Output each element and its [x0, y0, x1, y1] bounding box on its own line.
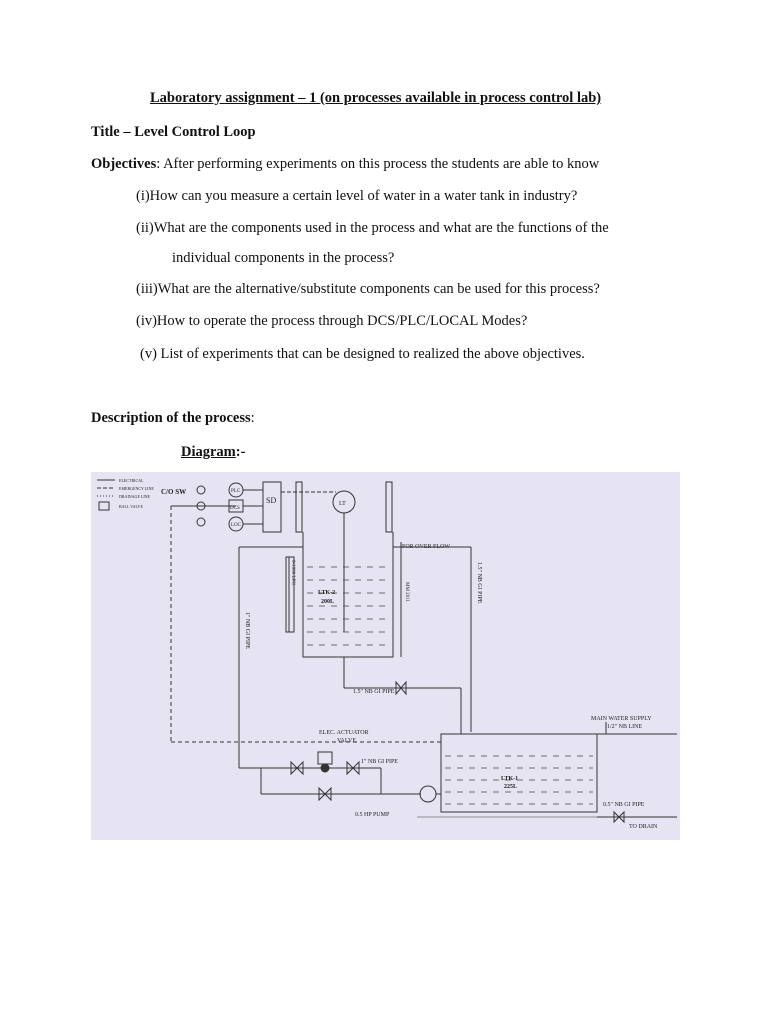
- right-pipe-label: 1.5" NB GI PIPE: [476, 562, 482, 604]
- pump-label: 0.5 HP PUMP: [355, 812, 390, 818]
- tank1-capacity: 225L: [504, 784, 518, 790]
- drain-pipe-label: 0.5" NB GI PIPE: [603, 802, 645, 808]
- co-sw-label: C/O SW: [161, 488, 187, 496]
- tank-ltk-2: [303, 532, 393, 657]
- left-pipe-label: 1" NB GI PIPE: [244, 612, 250, 649]
- objective-item-3: (iii)What are the alternative/substitute components can be used for this process?: [136, 281, 600, 297]
- tank2-capacity: 200L: [321, 599, 335, 605]
- bottom-pipe-label: 1" NB GI PIPE: [361, 759, 398, 765]
- legend-emergency: EMERGENCY LINE: [119, 486, 154, 491]
- objective-item-4: (iv)How to operate the process through DCS/PLC/LOCAL Modes?: [136, 313, 528, 329]
- sd-box: [263, 482, 281, 532]
- switch-contact-1: [197, 486, 205, 494]
- objective-item-1: (i)How can you measure a certain level of water in a water tank in industry?: [136, 188, 578, 204]
- tank1-water: [445, 756, 593, 804]
- switch-contact-3: [197, 518, 205, 526]
- tank2-name: LTK-2: [318, 590, 336, 596]
- actuator-box: [318, 752, 332, 764]
- actuator-valve: [321, 764, 329, 772]
- overflow-label: FOR OVER FLOW: [402, 544, 451, 550]
- tank1-name: LTK-1: [501, 776, 519, 782]
- tank-ltk-1: [441, 734, 597, 812]
- main-water-label-2: 1/2" NB LINE: [607, 724, 643, 730]
- tank2-water: [307, 567, 389, 645]
- drain-label: TO DRAIN: [629, 824, 658, 830]
- description-colon: :: [250, 410, 255, 426]
- actuator-label-1: ELEC. ACTUATOR: [319, 730, 369, 736]
- assignment-heading: Laboratory assignment – 1 (on processes available in process control lab): [150, 90, 602, 106]
- diagram-suffix: :-: [235, 444, 246, 460]
- legend-drainage: DRAINAGE LINE: [119, 494, 150, 499]
- legend-ball-valve: BALL VALVE: [119, 504, 143, 509]
- legend-ball-valve-symbol: [99, 502, 109, 510]
- diagram-label: Diagram: [181, 444, 236, 460]
- objectives-intro-text: : After performing experiments on this process the students are able to know: [156, 156, 600, 172]
- rotameter-1: [296, 482, 302, 532]
- process-diagram-svg: [91, 472, 680, 840]
- rotameter-2: [386, 482, 392, 532]
- objectives-intro: [91, 156, 599, 173]
- objectives-label: Objectives: [91, 156, 157, 172]
- objective-item-2: (ii)What are the components used in the process and what are the functions of the: [136, 220, 609, 236]
- main-water-label-1: MAIN WATER SUPPLY: [591, 716, 652, 722]
- description-label: Description of the process: [91, 410, 251, 426]
- objective-item-5: (v) List of experiments that can be designed to realized the above objectives.: [140, 346, 585, 362]
- actuator-label-2: VALVE: [337, 738, 357, 744]
- plc-label: PLC: [231, 489, 241, 494]
- gauge-label: MM 2011: [404, 582, 409, 602]
- pump: [420, 786, 436, 802]
- objective-item-2-continued: individual components in the process?: [172, 250, 395, 266]
- loc-label: LOC: [231, 523, 241, 528]
- mid-pipe-label: 1.5" NB GI PIPE: [353, 689, 395, 695]
- legend-electrical: ELECTRICAL: [119, 478, 144, 483]
- sd-label: SD: [266, 496, 277, 505]
- diagram-heading: [181, 444, 245, 461]
- description-heading: [91, 410, 255, 427]
- process-diagram: [91, 472, 680, 840]
- rotameter-label: 0-1000 LPH: [290, 560, 295, 585]
- lt-label: LT: [339, 501, 346, 507]
- title-line: Title – Level Control Loop: [91, 124, 256, 140]
- dcs-label: DCS: [230, 506, 240, 511]
